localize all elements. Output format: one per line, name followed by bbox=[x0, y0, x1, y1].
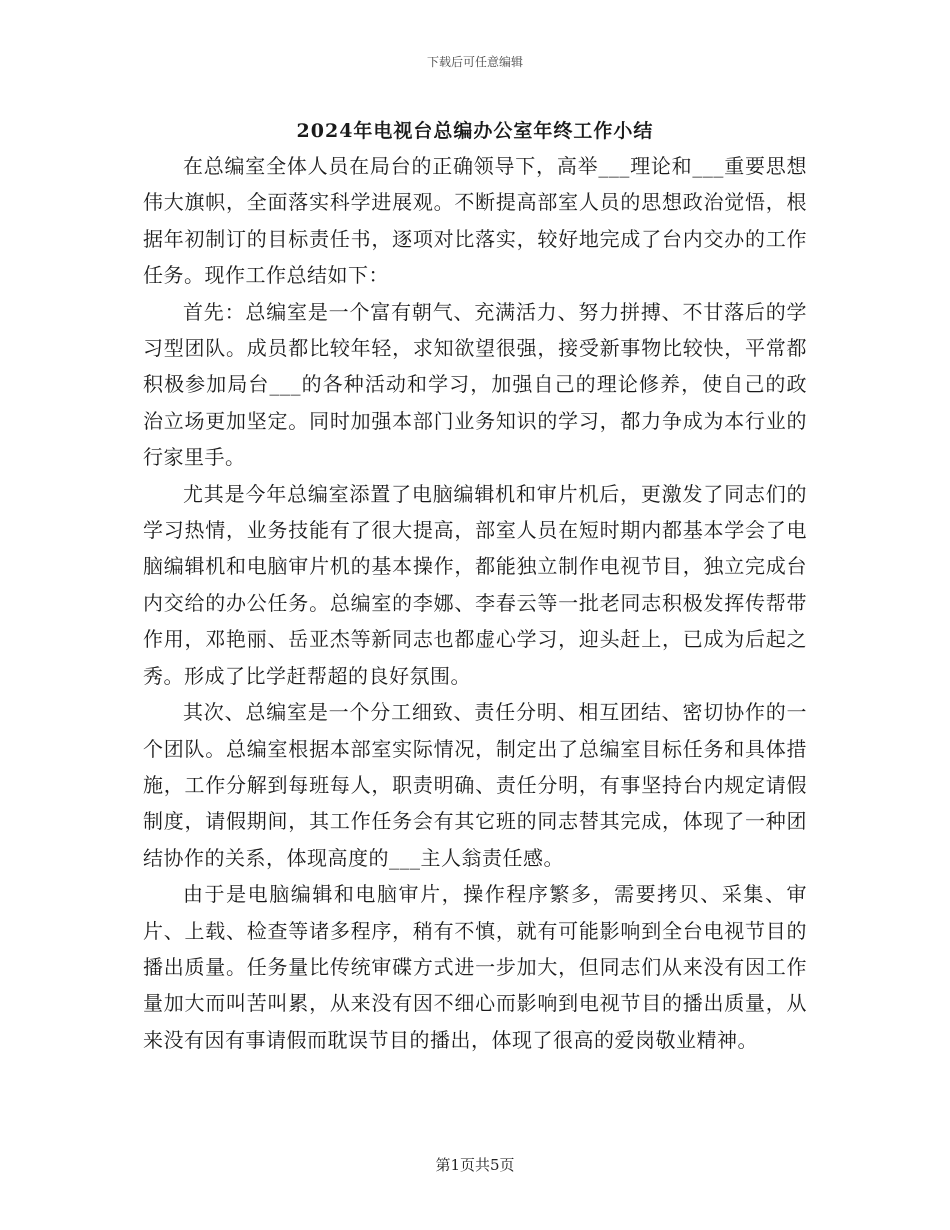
paragraph: 首先：总编室是一个富有朝气、充满活力、努力拼搏、不甘落后的学习型团队。成员都比较年轻，求知欲望很强，接受新事物比较快，平常都积极参加局台___的各种活动和学习，加强自己的理论修养，使自己的政治立场更加坚定。同时加强本部门业务知识的学习，都力争成为本行业的行家里手。 bbox=[143, 299, 807, 470]
page-header-note: 下载后可任意编辑 bbox=[426, 55, 523, 69]
document-title: 2024年电视台总编办公室年终工作小结 bbox=[296, 120, 654, 142]
paragraph: 其次、总编室是一个分工细致、责任分明、相互团结、密切协作的一个团队。总编室根据本部室实际情况，制定出了总编室目标任务和具体措施，工作分解到每班每人，职责明确、责任分明，有事坚持台内规定请假制度，请假期间，其工作任务会有其它班的同志替其完成，体现了一种团结协作的关系，体现高度的___主人翁责任感。 bbox=[143, 700, 807, 870]
paragraph: 由于是电脑编辑和电脑审片，操作程序繁多，需要拷贝、采集、审片、上载、检查等诸多程序，稍有不慎，就有可能影响到全台电视节目的播出质量。任务量比传统审碟方式进一步加大，但同志们从来没有因工作量加大而叫苦叫累，从来没有因不细心而影响到电视节目的播出质量，从来没有因有事请假而耽误节目的播出，体现了很高的爱岗敬业精神。 bbox=[143, 882, 807, 1052]
paragraph: 尤其是今年总编室添置了电脑编辑机和审片机后，更激发了同志们的学习热情，业务技能有了很大提高，部室人员在短时期内都基本学会了电脑编辑机和电脑审片机的基本操作，都能独立制作电视节目，独立完成台内交给的办公任务。总编室的李娜、李春云等一批老同志积极发挥传帮带作用，邓艳丽、岳亚杰等新同志也都虚心学习，迎头赶上，已成为后起之秀。形成了比学赶帮超的良好氛围。 bbox=[143, 481, 807, 688]
document-body bbox=[143, 148, 807, 1058]
page-number: 第1页共5页 bbox=[435, 1156, 515, 1174]
paragraph: 在总编室全体人员在局台的正确领导下，高举___理论和___重要思想伟大旗帜，全面落实科学进展观。不断提高部室人员的思想政治觉悟，根据年初制订的目标责任书，逐项对比落实，较好地完成了台内交办的工作任务。现作工作总结如下： bbox=[143, 154, 807, 288]
